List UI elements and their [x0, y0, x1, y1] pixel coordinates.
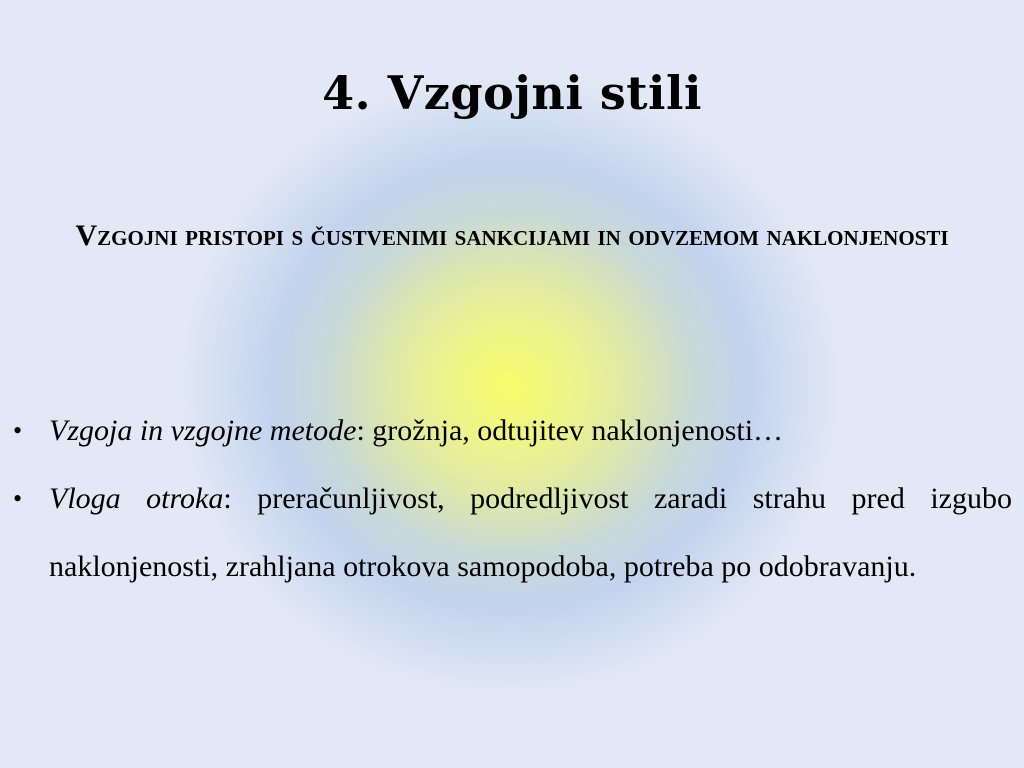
bullet-term: Vloga otroka: [49, 482, 224, 515]
bullet-text: preračunljivost, podredljivost zaradi strahu pred izgubo naklonjenosti, zrahljana otrokova samopodoba, potreba po odobravanju.: [49, 482, 1012, 583]
bullet-item-vzgoja: [0, 397, 1024, 465]
slide-title: 4. Vzgojni stili: [322, 66, 702, 120]
bullet-marker: •: [13, 416, 23, 445]
bullet-marker: •: [13, 484, 23, 513]
bullet-item-vloga-otroka: [0, 465, 1024, 601]
bullet-term: Vzgoja in vzgojne metode: [49, 414, 357, 447]
slide-subtitle: Vzgojni pristopi s čustvenimi sankcijami in odvzemom naklonjenosti: [75, 219, 949, 252]
bullet-separator: :: [223, 482, 232, 515]
bullet-list: [0, 397, 1024, 601]
bullet-text: grožnja, odtujitev naklonjenosti…: [364, 414, 784, 447]
bullet-separator: :: [356, 414, 365, 447]
